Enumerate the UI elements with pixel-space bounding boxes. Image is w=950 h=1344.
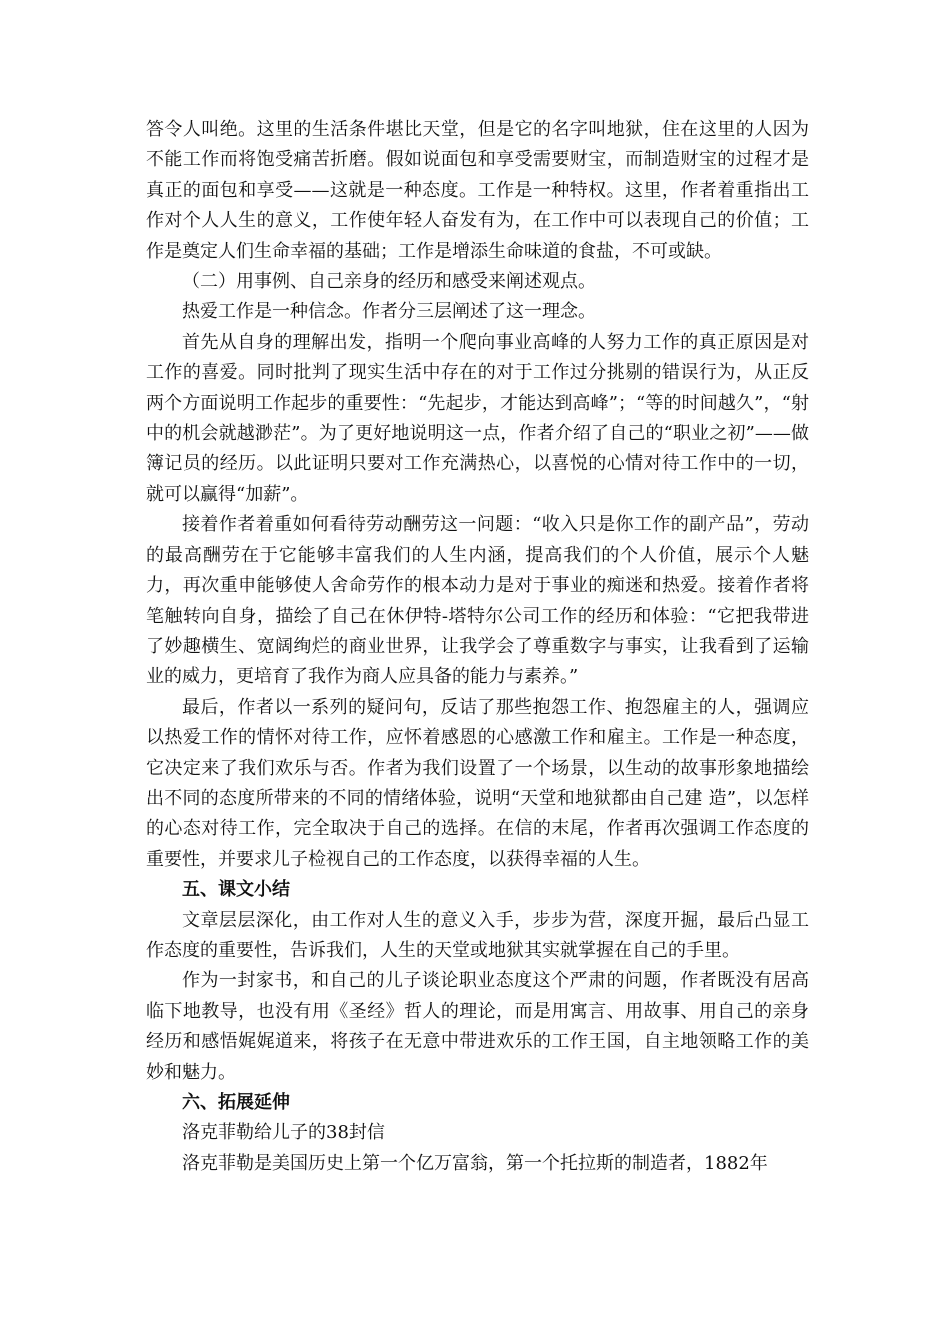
paragraph-third-point: 最后，作者以一系列的疑问句，反诘了那些抱怨工作、抱怨雇主的人，强调应以热爱工作的情怀对待工作，应怀着感恩的心感激工作和雇主。工作是一种态度，它决定来了我们欢乐与否。作者为我们设置了一个场景，以生动的故事形象地描绘出不同的态度所带来的不同的情绪体验，说明“天堂和地狱都由自己建 造”，以怎样的心态对待工作，完全取决于自己的选择。在信的末尾，作者再次强调工作态度的重要性，并要求儿子检视自己的工作态度，以获得幸福的人生。: [146, 696, 809, 870]
paragraph-extension-body: 洛克菲勒是美国历史上第一个亿万富翁，第一个托拉斯的制造者，1882年: [182, 1152, 768, 1174]
paragraph-summary-one: 文章层层深化，由工作对人生的意义入手，步步为营，深度开掘，最后凸显工作态度的重要性，告诉我们，人生的天堂或地狱其实就掌握在自己的手里。: [146, 909, 809, 961]
paragraph-section-two-title: （二）用事例、自己亲身的经历和感受来阐述观点。: [182, 271, 596, 293]
document-page: [146, 115, 809, 1179]
paragraph-first-point: 首先从自身的理解出发，指明一个爬向事业高峰的人努力工作的真正原因是对工作的喜爱。同时批判了现实生活中存在的对于工作过分挑剔的错误行为，从正反两个方面说明工作起步的重要性：“先起步，才能达到高峰”；“等的时间越久”，“射中的机会就越渺茫”。为了更好地说明这一点，作者介绍了自己的“职业之初”——做簿记员的经历。以此证明只要对工作充满热心，以喜悦的心情对待工作中的一切，就可以赢得“加薪”。: [146, 331, 809, 505]
paragraph-love-work-belief: 热爱工作是一种信念。作者分三层阐述了这一理念。: [182, 301, 596, 323]
heading-extension: 六、拓展延伸: [182, 1092, 290, 1113]
heading-lesson-summary: 五、课文小结: [182, 879, 290, 901]
paragraph-heaven-hell-summary: 答令人叫绝。这里的生活条件堪比天堂，但是它的名字叫地狱，住在这里的人因为不能工作而将饱受痛苦折磨。假如说面包和享受需要财宝，而制造财宝的过程才是真正的面包和享受——这就是一种态度。工作是一种特权。这里，作者着重指出工作对个人人生的意义，工作使年轻人奋发有为，在工作中可以表现自己的价值；工作是奠定人们生命幸福的基础；工作是增添生命味道的食盐，不可或缺。: [146, 119, 809, 262]
paragraph-second-point: 接着作者着重如何看待劳动酬劳这一问题：“收入只是你工作的副产品”，劳动的最高酬劳在于它能够丰富我们的人生内涵，提高我们的个人价值，展示个人魅力，再次重申能够使人舍命劳作的根本动力是对于事业的痴迷和热爱。接着作者将笔触转向自身，描绘了自己在休伊特-塔特尔公司工作的经历和体验：“它把我带进了妙趣横生、宽阔绚烂的商业世界，让我学会了尊重数字与事实，让我看到了运输业的威力，更培育了我作为商人应具备的能力与素养。”: [146, 514, 809, 688]
paragraph-summary-two: 作为一封家书，和自己的儿子谈论职业态度这个严肃的问题，作者既没有居高临下地教导，也没有用《圣经》哲人的理论，而是用寓言、用故事、用自己的亲身经历和感悟娓娓道来，将孩子在无意中带进欢乐的工作王国，自主地领略工作的美妙和魅力。: [146, 970, 809, 1083]
paragraph-extension-title: 洛克菲勒给儿子的38封信: [182, 1122, 385, 1144]
